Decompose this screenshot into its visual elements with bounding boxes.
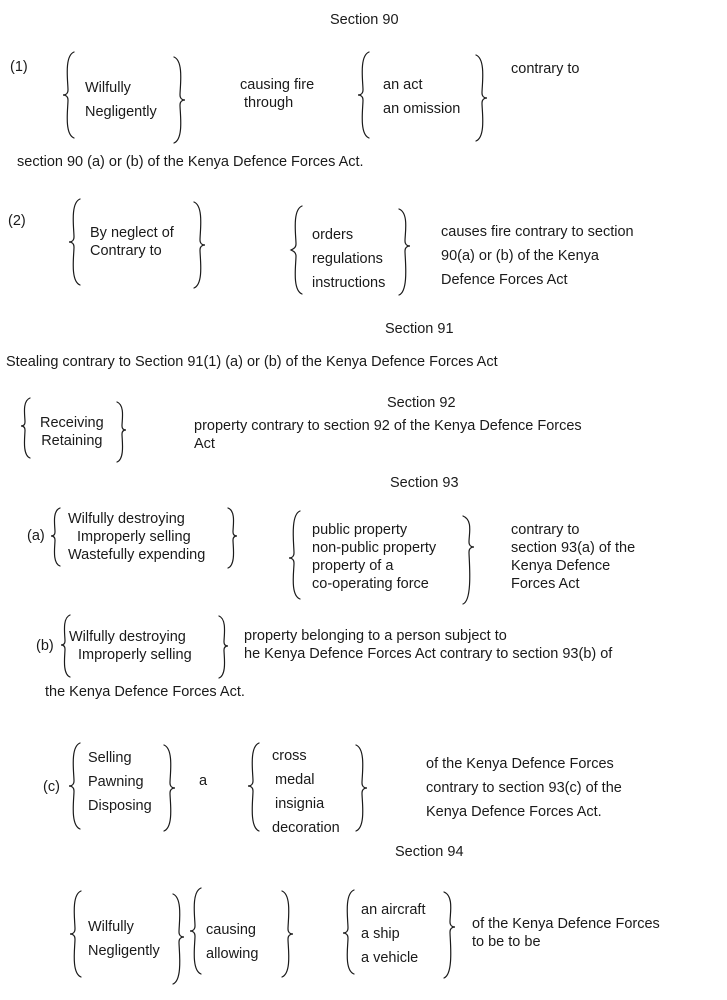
left-brace [50,508,62,566]
left-brace [20,398,32,458]
text-line: to be to be [472,934,541,950]
section-91-text: Stealing contrary to Section 91(1) (a) or (b) of the Kenya Defence Forces Act [6,354,498,370]
option: By neglect of [90,225,174,241]
right-brace [226,508,238,568]
text-line: contrary to [511,522,580,538]
middle-text [240,76,314,112]
section-93-heading: Section 93 [390,475,459,491]
text-line: 90(a) or (b) of the Kenya [441,248,599,264]
option: an aircraft [361,902,426,918]
tail-text [426,752,622,824]
option: Wastefully expending [68,547,206,563]
tail-text [194,417,582,453]
left-brace [189,888,203,974]
text-line: causing fire [240,77,315,93]
option: insignia [275,796,325,812]
text-line: causes fire contrary to section [441,224,634,240]
section-91-heading: Section 91 [385,321,454,337]
group-wilfully-negligently [88,915,160,963]
group-property-types [312,521,436,593]
text-line: property contrary to section 92 of the Kenya Defence Forces [194,418,582,434]
option: Receiving [40,415,104,431]
left-brace [68,743,82,829]
text-line: of the Kenya Defence Forces [426,756,614,772]
right-brace [162,745,176,831]
group-causing-allowing [206,918,258,966]
option: cross [272,748,307,764]
right-brace [474,55,488,141]
option: property of a [312,558,394,574]
option: Negligently [85,104,157,120]
right-brace [442,892,456,978]
text-line: Kenya Defence Forces Act. [426,804,602,820]
group-aircraft-ship-vehicle [361,898,425,970]
option: causing [206,922,256,938]
option: non-public property [312,540,437,556]
group-cross-medal-insignia [272,744,340,840]
text-line: Act [194,436,215,452]
paragraph-1-label: (1) [10,59,28,75]
group-receiving-retaining [40,414,104,450]
option: Wilfully [85,80,131,96]
option: Wilfully [88,919,134,935]
left-brace [62,52,76,138]
option: Wilfully destroying [69,629,186,645]
option: a ship [361,926,400,942]
middle-text: a [199,773,208,789]
left-brace [288,511,302,599]
option: medal [275,772,315,788]
tail-text [441,220,634,292]
right-brace [172,57,186,143]
continuation-text: section 90 (a) or (b) of the Kenya Defence Forces Act. [17,154,364,170]
text-line: of the Kenya Defence Forces [472,916,660,932]
left-brace [68,199,82,285]
option: co-operating force [312,576,429,592]
group-destroying-selling-expending [68,510,205,564]
right-brace [115,402,127,462]
option: orders [312,227,354,243]
option: Wilfully destroying [68,511,185,527]
option: Contrary to [90,243,162,259]
text-line: Kenya Defence [511,558,611,574]
clause-c-label: (c) [43,779,60,795]
option: Disposing [88,798,152,814]
option: Negligently [88,943,160,959]
left-brace [69,891,83,977]
right-brace [354,745,368,831]
option: an omission [383,101,461,117]
tail-text: contrary to [511,61,580,77]
text-line: he Kenya Defence Forces Act contrary to section 93(b) of [244,646,613,662]
group-orders-regulations [312,223,385,295]
group-destroying-selling [69,628,192,664]
right-brace [397,209,411,295]
right-brace [192,202,206,288]
tail-text [472,915,660,951]
clause-b-label: (b) [36,638,54,654]
option: decoration [272,820,340,836]
option: instructions [312,275,386,291]
text-line: contrary to section 93(c) of the [426,780,622,796]
option: public property [312,522,408,538]
option: allowing [206,946,259,962]
tail-text [244,627,612,663]
right-brace [217,616,229,678]
right-brace [171,894,185,984]
group-wilfully-negligently [85,76,157,124]
option: a vehicle [361,950,419,966]
text-line: through [244,95,294,111]
left-brace [290,206,304,294]
option: an act [383,77,423,93]
tail-text [511,521,635,593]
left-brace [357,52,371,138]
group-selling-pawning-disposing [88,746,152,818]
continuation-text: the Kenya Defence Forces Act. [45,684,245,700]
clause-a-label: (a) [27,528,45,544]
text-line: Defence Forces Act [441,272,568,288]
section-94-heading: Section 94 [395,844,464,860]
option: Pawning [88,774,144,790]
right-brace [280,891,294,977]
text-line: Forces Act [511,576,580,592]
option: Improperly selling [77,529,191,545]
text-line: section 93(a) of the [511,540,636,556]
paragraph-2-label: (2) [8,213,26,229]
group-act-omission [383,73,460,121]
text-line: property belonging to a person subject to [244,628,507,644]
section-90-heading: Section 90 [330,12,399,28]
option: Improperly selling [78,647,192,663]
section-92-heading: Section 92 [387,395,456,411]
left-brace [342,890,356,974]
left-brace [247,743,261,831]
option: Retaining [41,433,103,449]
option: regulations [312,251,383,267]
group-neglect-contrary [90,224,174,260]
right-brace [461,516,475,604]
option: Selling [88,750,132,766]
